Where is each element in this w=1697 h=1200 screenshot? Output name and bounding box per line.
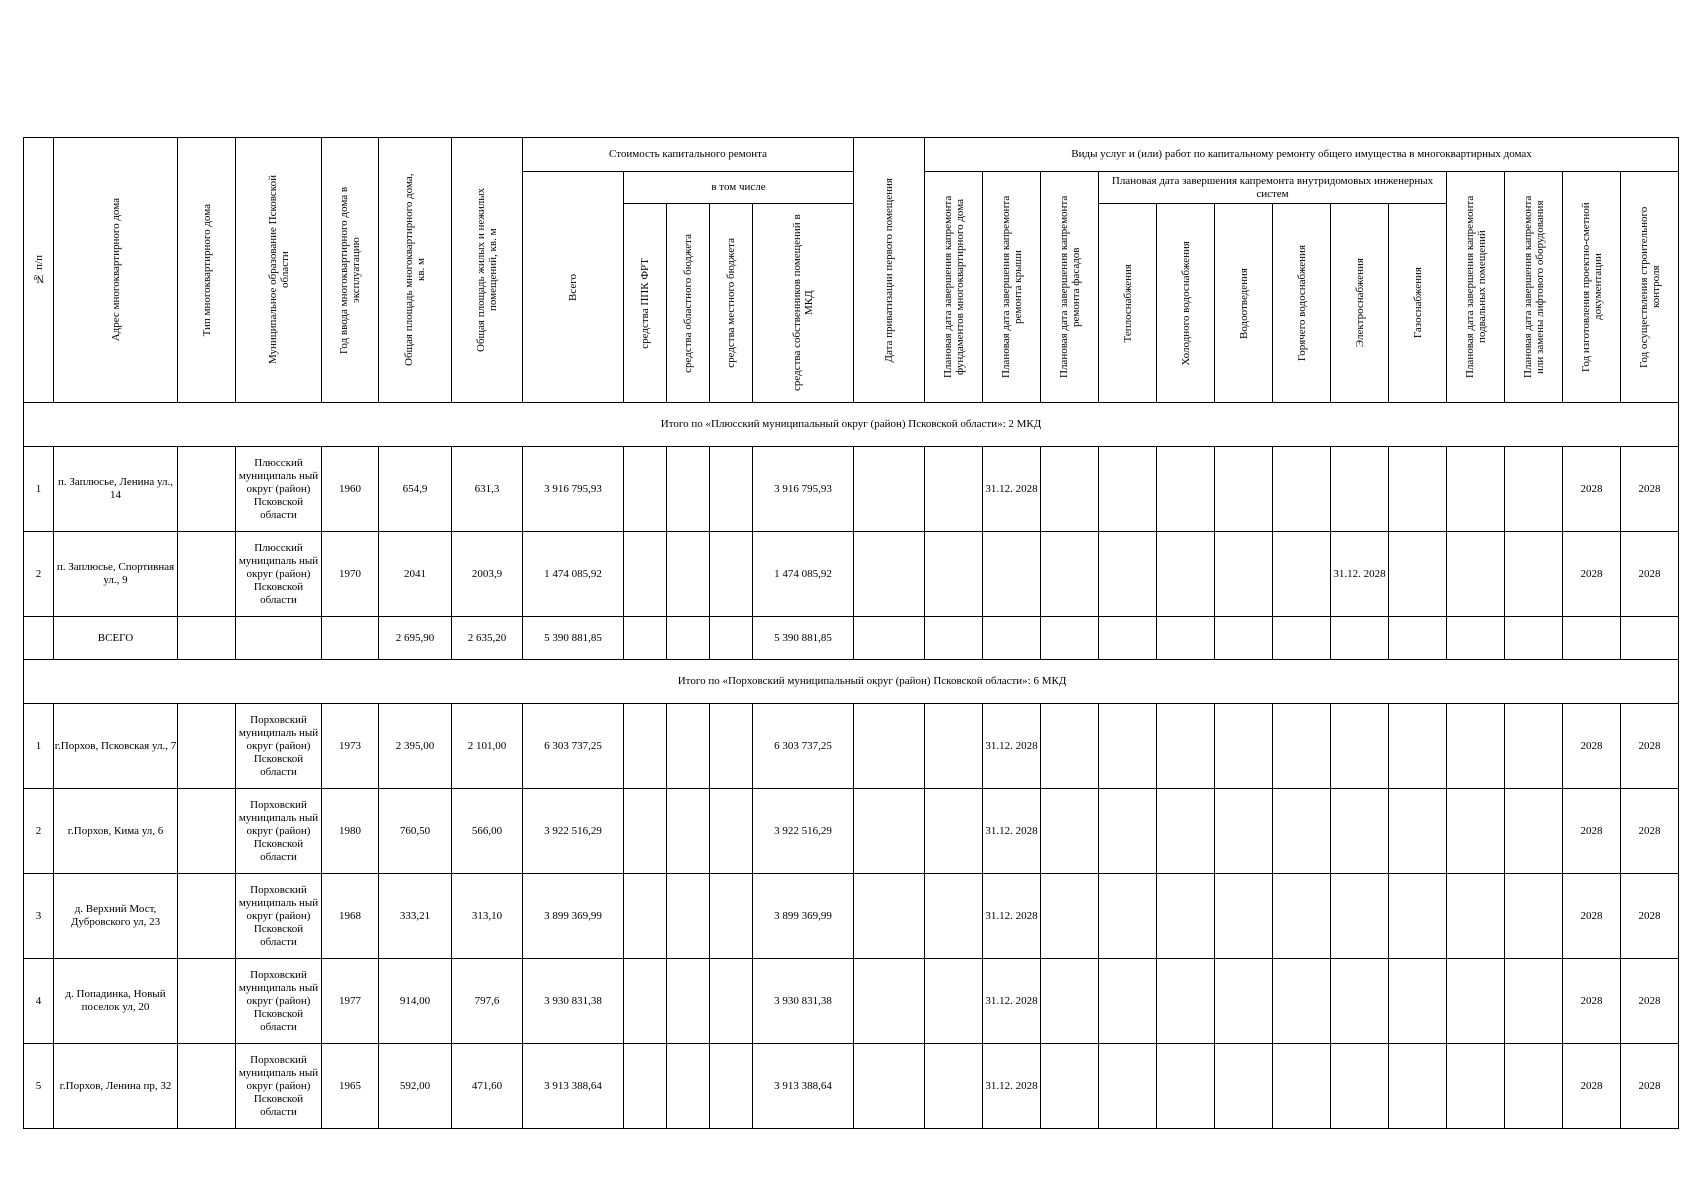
row-municipality: Плюсский муниципаль ный округ (район) Псковской области	[236, 447, 322, 532]
header-facade: Плановая дата завершения капремонта ремонта фасадов	[1041, 172, 1099, 403]
row-year: 1960	[322, 447, 379, 532]
row-residential-area: 313,10	[452, 874, 523, 959]
header-foundation: Плановая дата завершения капремонта фундаментов многоквартирного дома	[925, 172, 983, 403]
row-address: д. Верхний Мост, Дубровского ул, 23	[54, 874, 178, 959]
section-title-row	[24, 660, 1679, 704]
row-control-year: 2028	[1621, 532, 1679, 617]
header-address: Адрес многоквартирного дома	[54, 138, 178, 403]
row-roof-date: 31.12. 2028	[983, 1044, 1041, 1129]
row-total-cost: 3 930 831,38	[523, 959, 624, 1044]
row-design-year: 2028	[1563, 1044, 1621, 1129]
total-row	[24, 617, 1679, 660]
capital-repair-table	[23, 137, 1679, 1129]
row-number: 3	[24, 874, 54, 959]
row-design-year: 2028	[1563, 959, 1621, 1044]
row-design-year: 2028	[1563, 532, 1621, 617]
row-number: 2	[24, 532, 54, 617]
row-owners-funds: 3 930 831,38	[753, 959, 854, 1044]
table-row	[24, 874, 1679, 959]
row-municipality: Порховский муниципаль ный округ (район) Псковской области	[236, 789, 322, 874]
row-roof-date: 31.12. 2028	[983, 704, 1041, 789]
header-local-budget: средства местного бюджета	[710, 204, 753, 403]
header-roof: Плановая дата завершения капремонта ремонта крыши	[983, 172, 1041, 403]
row-electricity-date	[1331, 789, 1389, 874]
header-year: Год ввода многоквартирного дома в эксплуатацию	[322, 138, 379, 403]
row-design-year: 2028	[1563, 789, 1621, 874]
row-address: г.Порхов, Псковская ул., 7	[54, 704, 178, 789]
table-row	[24, 447, 1679, 532]
header-hot-water: Горячего водоснабжения	[1273, 204, 1331, 403]
row-design-year: 2028	[1563, 874, 1621, 959]
row-electricity-date	[1331, 1044, 1389, 1129]
header-total: Всего	[523, 172, 624, 403]
header-type: Тип многоквартирного дома	[178, 138, 236, 403]
total-area: 2 695,90	[379, 617, 452, 660]
row-roof-date: 31.12. 2028	[983, 789, 1041, 874]
table-row	[24, 959, 1679, 1044]
header-design-year: Год изготовления проектно-сметной документации	[1563, 172, 1621, 403]
row-control-year: 2028	[1621, 959, 1679, 1044]
section-title: Итого по «Плюсский муниципальный округ (район) Псковской области»: 2 МКД	[24, 403, 1679, 447]
row-total-area: 654,9	[379, 447, 452, 532]
header-row-1	[24, 138, 1679, 172]
row-year: 1965	[322, 1044, 379, 1129]
row-municipality: Плюсский муниципаль ный округ (район) Псковской области	[236, 532, 322, 617]
section-title: Итого по «Порховский муниципальный округ (район) Псковской области»: 6 МКД	[24, 660, 1679, 704]
row-year: 1970	[322, 532, 379, 617]
row-number: 1	[24, 704, 54, 789]
row-owners-funds: 3 899 369,99	[753, 874, 854, 959]
header-control-year: Год осуществления строительного контроля	[1621, 172, 1679, 403]
row-address: п. Заплюсье, Спортивная ул., 9	[54, 532, 178, 617]
row-total-cost: 3 922 516,29	[523, 789, 624, 874]
row-address: г.Порхов, Ленина пр, 32	[54, 1044, 178, 1129]
row-total-cost: 3 899 369,99	[523, 874, 624, 959]
row-control-year: 2028	[1621, 1044, 1679, 1129]
row-total-area: 2 395,00	[379, 704, 452, 789]
header-heating: Теплоснабжения	[1099, 204, 1157, 403]
row-total-cost: 6 303 737,25	[523, 704, 624, 789]
header-num: № п/п	[24, 138, 54, 403]
row-owners-funds: 6 303 737,25	[753, 704, 854, 789]
row-residential-area: 631,3	[452, 447, 523, 532]
row-total-area: 592,00	[379, 1044, 452, 1129]
row-owners-funds: 3 916 795,93	[753, 447, 854, 532]
row-year: 1977	[322, 959, 379, 1044]
total-owners-funds: 5 390 881,85	[753, 617, 854, 660]
header-elevator: Плановая дата завершения капремонта или замены лифтового оборудования	[1505, 172, 1563, 403]
section-2-rows	[24, 704, 1679, 1129]
header-cold-water: Холодного водоснабжения	[1157, 204, 1215, 403]
header-engineering-group: Плановая дата завершения капремонта внутридомовых инженерных систем	[1099, 172, 1447, 204]
row-municipality: Порховский муниципаль ный округ (район) Псковской области	[236, 1044, 322, 1129]
header-privatization: Дата приватизации первого помещения	[854, 138, 925, 403]
row-electricity-date	[1331, 447, 1389, 532]
row-address: г.Порхов, Кима ул, 6	[54, 789, 178, 874]
header-cost-group: Стоимость капитального ремонта	[523, 138, 854, 172]
row-total-area: 914,00	[379, 959, 452, 1044]
header-gas: Газоснабжения	[1389, 204, 1447, 403]
header-total-area: Общая площадь многоквартирного дома, кв. м	[379, 138, 452, 403]
row-owners-funds: 1 474 085,92	[753, 532, 854, 617]
header-sewerage: Водоотведения	[1215, 204, 1273, 403]
header-electricity: Электроснабжения	[1331, 204, 1389, 403]
row-total-area: 760,50	[379, 789, 452, 874]
row-roof-date: 31.12. 2028	[983, 447, 1041, 532]
row-roof-date	[983, 532, 1041, 617]
row-municipality: Порховский муниципаль ный округ (район) Псковской области	[236, 704, 322, 789]
row-residential-area: 2 101,00	[452, 704, 523, 789]
table-row	[24, 532, 1679, 617]
header-municipality: Муниципальное образование Псковской области	[236, 138, 322, 403]
header-basement: Плановая дата завершения капремонта подвальных помещений	[1447, 172, 1505, 403]
row-design-year: 2028	[1563, 704, 1621, 789]
section-1-rows	[24, 447, 1679, 617]
row-total-cost: 3 913 388,64	[523, 1044, 624, 1129]
row-electricity-date	[1331, 874, 1389, 959]
header-ppk-frt: средства ППК ФРТ	[624, 204, 667, 403]
row-address: п. Заплюсье, Ленина ул., 14	[54, 447, 178, 532]
row-total-cost: 3 916 795,93	[523, 447, 624, 532]
row-year: 1968	[322, 874, 379, 959]
row-roof-date: 31.12. 2028	[983, 959, 1041, 1044]
row-total-area: 2041	[379, 532, 452, 617]
row-control-year: 2028	[1621, 789, 1679, 874]
row-number: 4	[24, 959, 54, 1044]
row-roof-date: 31.12. 2028	[983, 874, 1041, 959]
row-year: 1980	[322, 789, 379, 874]
row-total-area: 333,21	[379, 874, 452, 959]
table-row	[24, 789, 1679, 874]
row-year: 1973	[322, 704, 379, 789]
header-regional-budget: средства областного бюджета	[667, 204, 710, 403]
row-residential-area: 566,00	[452, 789, 523, 874]
row-municipality: Порховский муниципаль ный округ (район) Псковской области	[236, 874, 322, 959]
row-residential-area: 797,6	[452, 959, 523, 1044]
row-owners-funds: 3 913 388,64	[753, 1044, 854, 1129]
header-including: в том числе	[624, 172, 854, 204]
row-residential-area: 471,60	[452, 1044, 523, 1129]
row-control-year: 2028	[1621, 704, 1679, 789]
total-cost: 5 390 881,85	[523, 617, 624, 660]
section-title-row	[24, 403, 1679, 447]
table-row	[24, 704, 1679, 789]
row-number: 5	[24, 1044, 54, 1129]
header-works-group: Виды услуг и (или) работ по капитальному ремонту общего имущества в многоквартирных домах	[925, 138, 1679, 172]
row-design-year: 2028	[1563, 447, 1621, 532]
row-residential-area: 2003,9	[452, 532, 523, 617]
row-municipality: Порховский муниципаль ный округ (район) Псковской области	[236, 959, 322, 1044]
row-number: 2	[24, 789, 54, 874]
row-electricity-date	[1331, 704, 1389, 789]
row-total-cost: 1 474 085,92	[523, 532, 624, 617]
total-label: ВСЕГО	[54, 617, 178, 660]
header-residential-area: Общая площадь жилых и нежилых помещений, кв. м	[452, 138, 523, 403]
row-owners-funds: 3 922 516,29	[753, 789, 854, 874]
row-electricity-date: 31.12. 2028	[1331, 532, 1389, 617]
table-row	[24, 1044, 1679, 1129]
row-control-year: 2028	[1621, 447, 1679, 532]
row-control-year: 2028	[1621, 874, 1679, 959]
row-address: д. Попадинка, Новый поселок ул, 20	[54, 959, 178, 1044]
row-number: 1	[24, 447, 54, 532]
header-owners-funds: средства собственников помещений в МКД	[753, 204, 854, 403]
row-electricity-date	[1331, 959, 1389, 1044]
total-residential-area: 2 635,20	[452, 617, 523, 660]
